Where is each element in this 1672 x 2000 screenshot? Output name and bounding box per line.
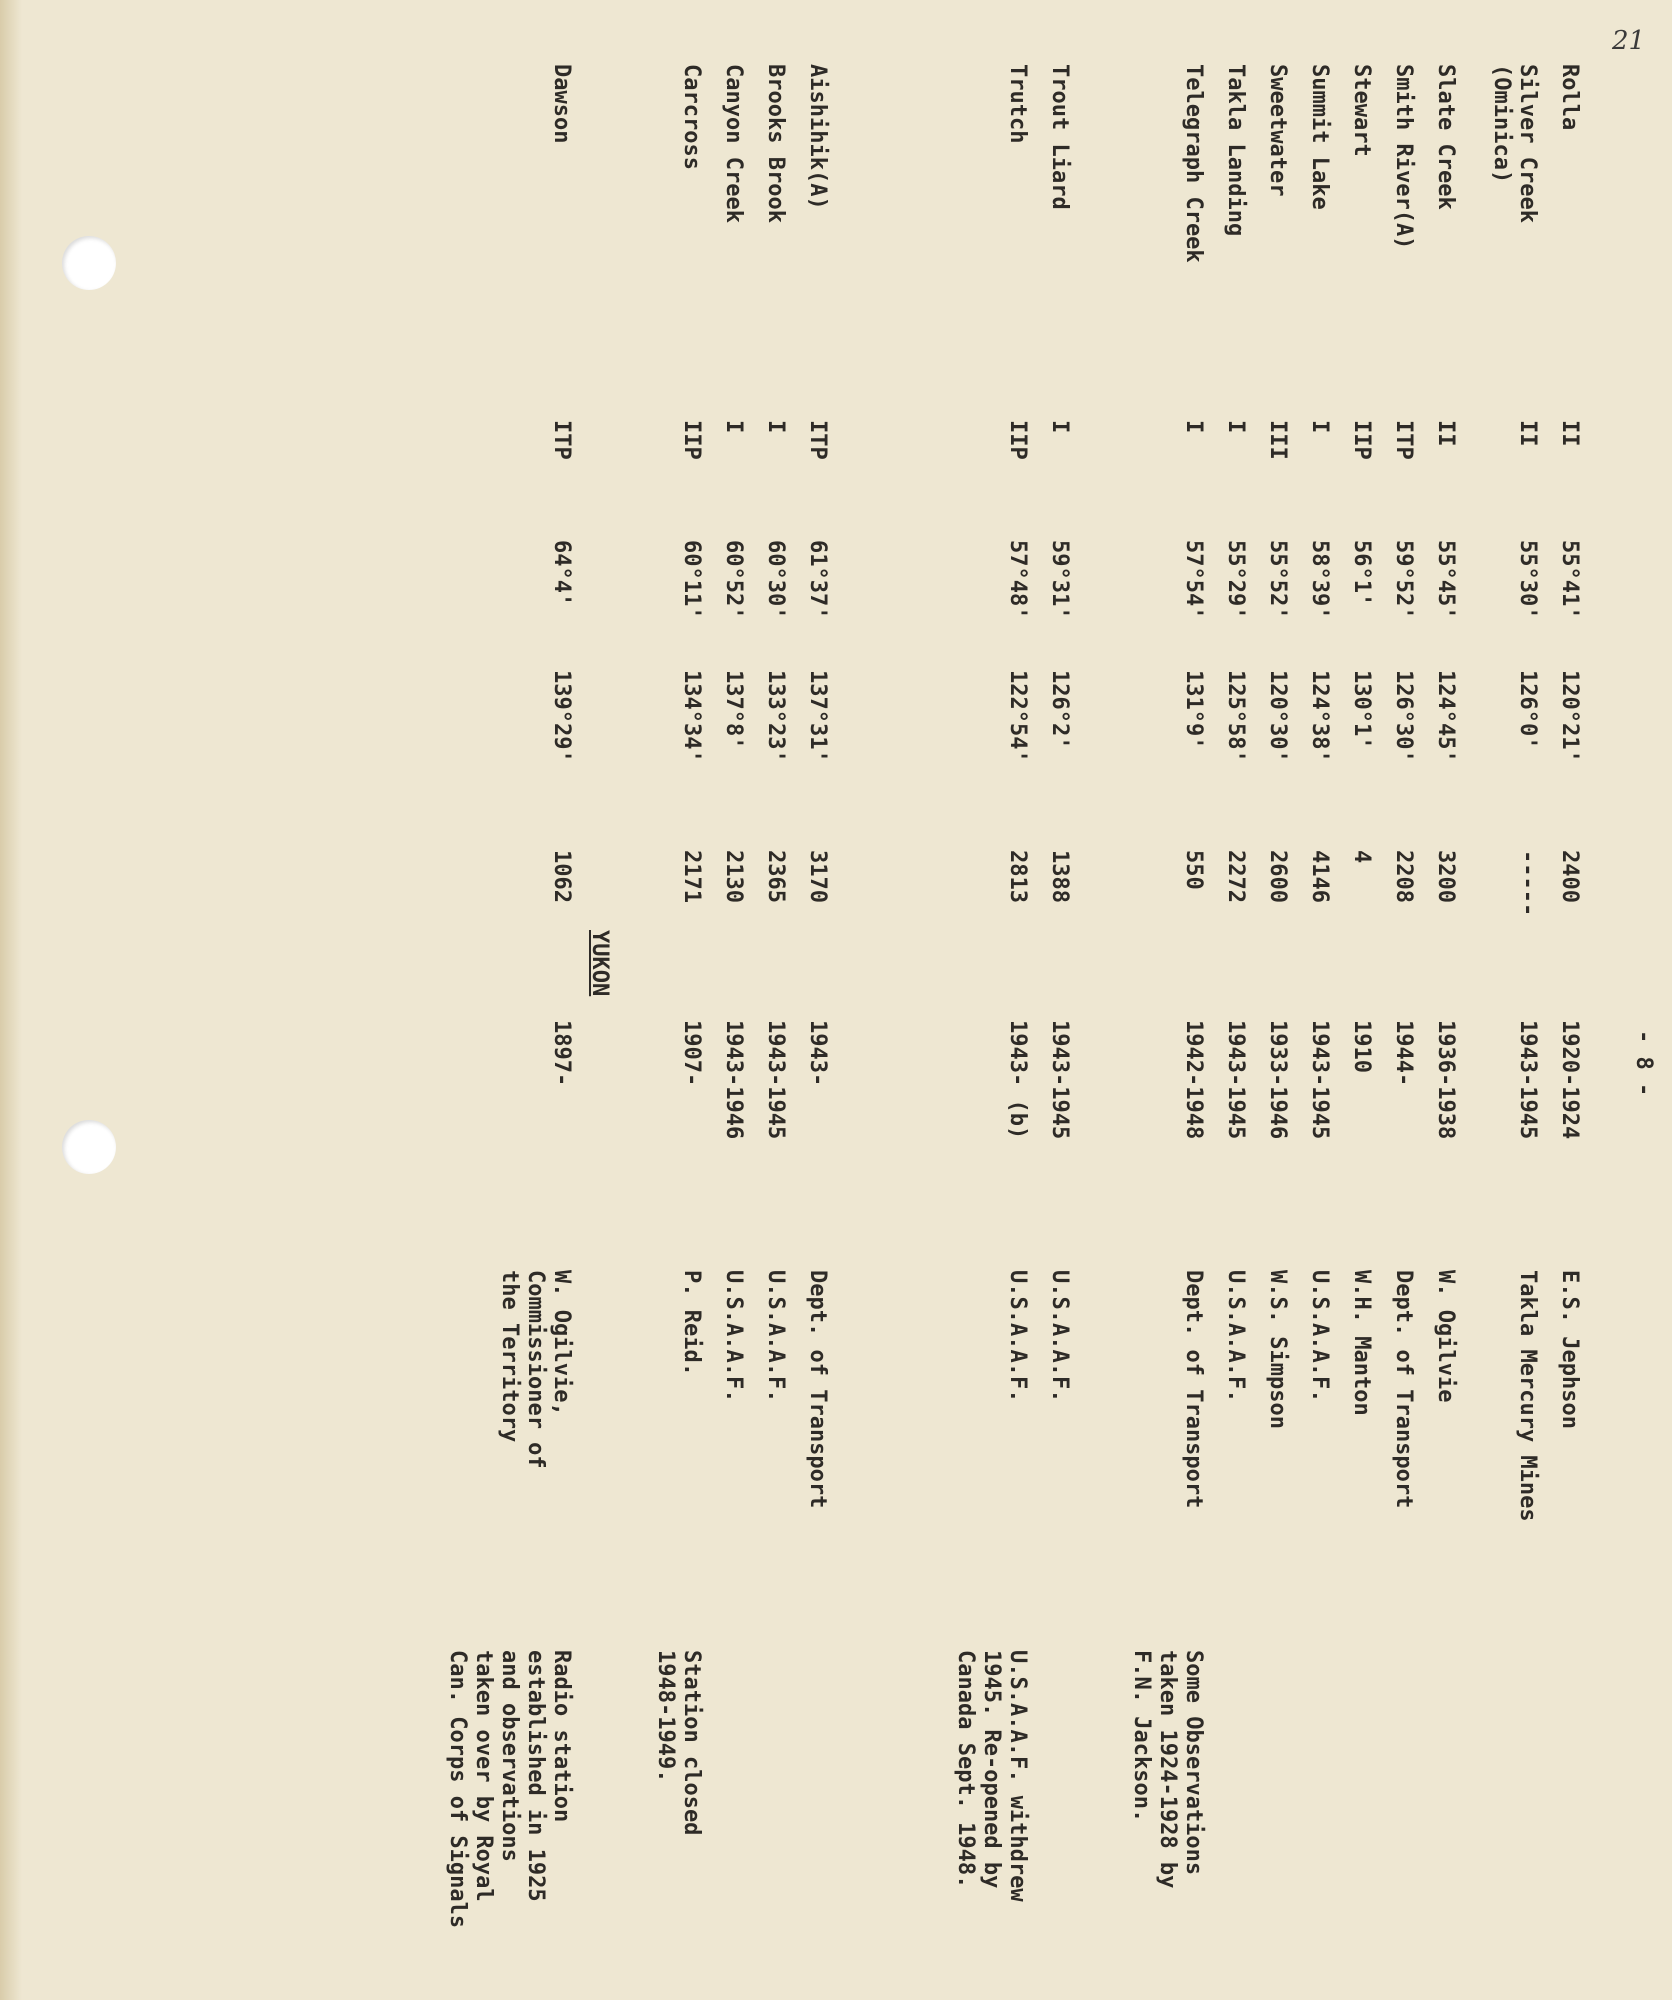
cell-observer: Takla Mercury Mines — [1515, 1270, 1540, 1522]
cell-lat: 55°52' — [1265, 540, 1290, 620]
cell-station: Trout Liard — [1047, 64, 1072, 210]
cell-period: 1933-1946 — [1265, 1020, 1290, 1140]
cell-lon: 126°2' — [1047, 670, 1072, 750]
cell-lat: 60°11' — [679, 540, 704, 620]
cell-elev: 2208 — [1391, 850, 1416, 903]
cell-class: IIP — [1005, 420, 1030, 460]
cell-lon: 122°54' — [1005, 670, 1030, 763]
cell-class: I — [1047, 420, 1072, 434]
cell-observer: P. Reid. — [679, 1270, 704, 1376]
cell-observer: U.S.A.A.F. — [1005, 1270, 1030, 1403]
cell-elev: 2400 — [1557, 850, 1582, 903]
cell-lon: 120°21' — [1557, 670, 1582, 763]
cell-observer: Dept. of Transport — [1181, 1270, 1206, 1509]
cell-lat: 60°30' — [763, 540, 788, 620]
cell-elev: 1388 — [1047, 850, 1072, 903]
cell-lat: 55°30' — [1515, 540, 1540, 620]
cell-period: 1944- — [1391, 1020, 1416, 1087]
cell-class: I — [763, 420, 788, 434]
cell-lon: 124°45' — [1433, 670, 1458, 763]
cell-station: Canyon Creek — [721, 64, 746, 223]
cell-remarks: Station closed 1948-1949. — [653, 1650, 704, 1836]
cell-observer: E.S. Jephson — [1557, 1270, 1582, 1429]
rotated-table — [172, 50, 1656, 1990]
cell-elev: 1062 — [549, 850, 574, 903]
cell-period: 1897- — [549, 1020, 574, 1087]
cell-period: 1943- (b) — [1005, 1020, 1030, 1140]
cell-lon: 120°30' — [1265, 670, 1290, 763]
cell-station: Slate Creek — [1433, 64, 1458, 210]
cell-period: 1943-1945 — [1307, 1020, 1332, 1140]
section-yukon: YUKON — [587, 930, 612, 997]
cell-class: ITP — [805, 420, 830, 460]
cell-elev: 3170 — [805, 850, 830, 903]
cell-observer: U.S.A.A.F. — [1307, 1270, 1332, 1403]
cell-period: 1907- — [679, 1020, 704, 1087]
cell-lon: 124°38' — [1307, 670, 1332, 763]
cell-station: Silver Creek (Ominica) — [1489, 64, 1540, 223]
cell-elev: 4146 — [1307, 850, 1332, 903]
cell-observer: Dept. of Transport — [1391, 1270, 1416, 1509]
cell-class: I — [1223, 420, 1248, 434]
cell-elev: 2600 — [1265, 850, 1290, 903]
cell-lon: 139°29' — [549, 670, 574, 763]
cell-lat: 56°1' — [1349, 540, 1374, 607]
cell-station: Summit Lake — [1307, 64, 1332, 210]
cell-remarks: U.S.A.A.F. withdrew 1945. Re-opened by Canada Sept. 1948. — [953, 1650, 1030, 1902]
cell-observer: W.S. Simpson — [1265, 1270, 1290, 1429]
cell-class: ITP — [549, 420, 574, 460]
cell-observer: W. Ogilvie — [1433, 1270, 1458, 1403]
page-heading: - 8 - — [1631, 1030, 1656, 1097]
cell-period: 1943-1945 — [1515, 1020, 1540, 1140]
cell-class: I — [1181, 420, 1206, 434]
cell-lat: 55°41' — [1557, 540, 1582, 620]
cell-station: Dawson — [549, 64, 574, 144]
cell-lon: 137°8' — [721, 670, 746, 750]
cell-lon: 131°9' — [1181, 670, 1206, 750]
cell-station: Rolla — [1557, 64, 1582, 131]
cell-elev: 3200 — [1433, 850, 1458, 903]
cell-elev: 2813 — [1005, 850, 1030, 903]
cell-period: 1943- — [805, 1020, 830, 1087]
cell-elev: 2272 — [1223, 850, 1248, 903]
cell-period: 1920-1924 — [1557, 1020, 1582, 1140]
cell-observer: U.S.A.A.F. — [763, 1270, 788, 1403]
cell-elev: 4 — [1349, 850, 1374, 864]
cell-lon: 133°23' — [763, 670, 788, 763]
cell-lat: 59°52' — [1391, 540, 1416, 620]
cell-lat: 57°54' — [1181, 540, 1206, 620]
cell-lat: 57°48' — [1005, 540, 1030, 620]
cell-period: 1936-1938 — [1433, 1020, 1458, 1140]
cell-class: II — [1557, 420, 1582, 447]
cell-period: 1943-1945 — [1223, 1020, 1248, 1140]
paper-edge-shadow — [0, 0, 22, 2000]
cell-elev: 2365 — [763, 850, 788, 903]
cell-class: II — [1433, 420, 1458, 447]
cell-period: 1943-1945 — [1047, 1020, 1072, 1140]
cell-period: 1942-1948 — [1181, 1020, 1206, 1140]
cell-observer: U.S.A.A.F. — [1047, 1270, 1072, 1403]
cell-remarks: Some Observations taken 1924-1928 by F.N. Jackson. — [1129, 1650, 1206, 1889]
cell-period: 1943-1946 — [721, 1020, 746, 1140]
cell-class: IIP — [1349, 420, 1374, 460]
page-number: 21 — [1612, 26, 1646, 56]
cell-remarks: Radio station established in 1925 and observations taken over by Royal Can. Corps of Signals — [445, 1650, 574, 1929]
cell-class: II — [1515, 420, 1540, 447]
cell-observer: U.S.A.A.F. — [1223, 1270, 1248, 1403]
cell-lat: 60°52' — [721, 540, 746, 620]
cell-period: 1943-1945 — [763, 1020, 788, 1140]
cell-station: Carcross — [679, 64, 704, 170]
cell-lon: 137°31' — [805, 670, 830, 763]
cell-lat: 64°4' — [549, 540, 574, 607]
cell-lon: 130°1' — [1349, 670, 1374, 750]
cell-lat: 55°29' — [1223, 540, 1248, 620]
cell-station: Trutch — [1005, 64, 1030, 144]
cell-lat: 59°31' — [1047, 540, 1072, 620]
cell-elev: 2130 — [721, 850, 746, 903]
cell-class: I — [1307, 420, 1332, 434]
cell-elev: ----- — [1515, 850, 1540, 917]
cell-class: ITP — [1391, 420, 1416, 460]
cell-lon: 126°0' — [1515, 670, 1540, 750]
punch-hole-top — [62, 236, 116, 290]
cell-station: Stewart — [1349, 64, 1374, 157]
cell-station: Brooks Brook — [763, 64, 788, 223]
punch-hole-middle — [62, 1120, 116, 1174]
cell-period: 1910 — [1349, 1020, 1374, 1073]
cell-elev: 2171 — [679, 850, 704, 903]
cell-observer: W. Ogilvie, Commissioner of the Territory — [497, 1270, 574, 1469]
cell-elev: 550 — [1181, 850, 1206, 890]
cell-station: Smith River(A) — [1391, 64, 1416, 250]
cell-observer: U.S.A.A.F. — [721, 1270, 746, 1403]
cell-observer: Dept. of Transport — [805, 1270, 830, 1509]
cell-lon: 126°30' — [1391, 670, 1416, 763]
cell-station: Sweetwater — [1265, 64, 1290, 197]
cell-observer: W.H. Manton — [1349, 1270, 1374, 1416]
cell-station: Telegraph Creek — [1181, 64, 1206, 263]
cell-class: I — [721, 420, 746, 434]
cell-lon: 134°34' — [679, 670, 704, 763]
cell-station: Aishihik(A) — [805, 64, 830, 210]
cell-station: Takla Landing — [1223, 64, 1248, 237]
cell-lon: 125°58' — [1223, 670, 1248, 763]
cell-lat: 55°45' — [1433, 540, 1458, 620]
cell-lat: 58°39' — [1307, 540, 1332, 620]
cell-class: III — [1265, 420, 1290, 460]
cell-class: IIP — [679, 420, 704, 460]
cell-lat: 61°37' — [805, 540, 830, 620]
